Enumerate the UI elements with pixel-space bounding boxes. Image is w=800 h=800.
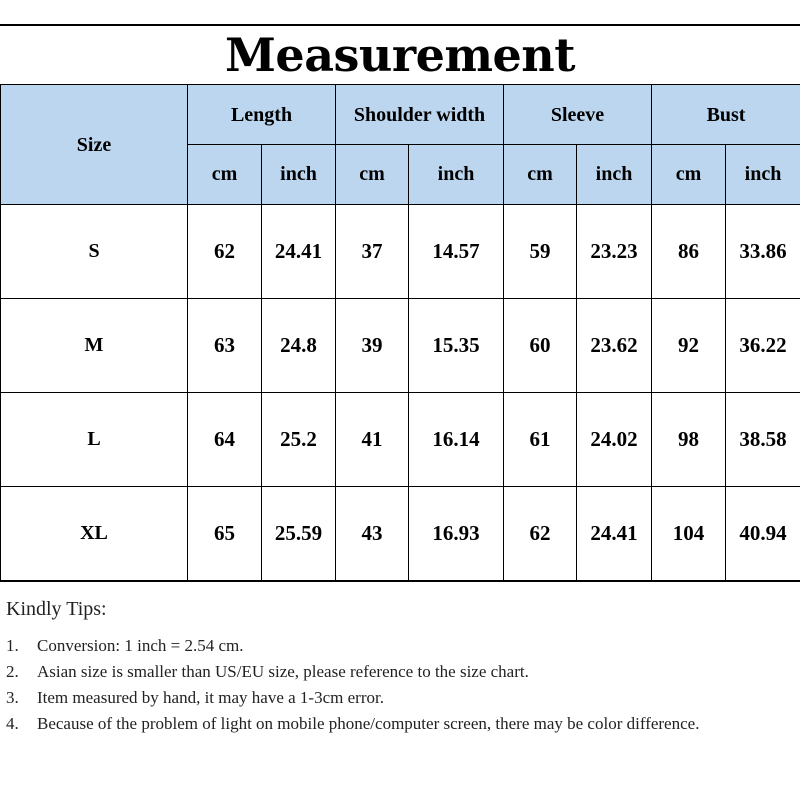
tip-number: 1. <box>6 636 19 655</box>
value-cell: 25.2 <box>262 393 336 487</box>
size-chart-table <box>0 84 800 581</box>
tip-text: Item measured by hand, it may have a 1-3cm error. <box>37 688 384 707</box>
size-header: Size <box>1 85 188 205</box>
tip-item <box>6 633 786 659</box>
value-cell: 24.41 <box>262 205 336 299</box>
unit-header-cm: cm <box>336 145 409 205</box>
value-cell: 41 <box>336 393 409 487</box>
value-cell: 62 <box>504 487 577 581</box>
value-cell: 24.41 <box>577 487 652 581</box>
unit-header-inch: inch <box>577 145 652 205</box>
value-cell: 43 <box>336 487 409 581</box>
value-cell: 33.86 <box>726 205 800 299</box>
tip-item <box>6 659 786 685</box>
kindly-tips <box>6 598 786 737</box>
table-row <box>1 205 800 299</box>
sleeve-header: Sleeve <box>504 85 652 145</box>
value-cell: 23.62 <box>577 299 652 393</box>
size-cell: M <box>1 299 188 393</box>
shoulder-width-header: Shoulder width <box>336 85 504 145</box>
tip-text: Conversion: 1 inch = 2.54 cm. <box>37 636 244 655</box>
value-cell: 61 <box>504 393 577 487</box>
tip-number: 3. <box>6 688 19 707</box>
value-cell: 98 <box>652 393 726 487</box>
size-cell: XL <box>1 487 188 581</box>
length-header: Length <box>188 85 336 145</box>
value-cell: 62 <box>188 205 262 299</box>
value-cell: 25.59 <box>262 487 336 581</box>
table-row <box>1 487 800 581</box>
value-cell: 86 <box>652 205 726 299</box>
value-cell: 60 <box>504 299 577 393</box>
value-cell: 38.58 <box>726 393 800 487</box>
tips-title: Kindly Tips: <box>6 598 107 620</box>
value-cell: 39 <box>336 299 409 393</box>
table-body <box>1 205 800 581</box>
value-cell: 24.02 <box>577 393 652 487</box>
table-row <box>1 393 800 487</box>
value-cell: 36.22 <box>726 299 800 393</box>
value-cell: 59 <box>504 205 577 299</box>
value-cell: 23.23 <box>577 205 652 299</box>
tip-text: Because of the problem of light on mobile phone/computer screen, there may be color difference. <box>37 714 700 733</box>
unit-header-cm: cm <box>188 145 262 205</box>
value-cell: 14.57 <box>409 205 504 299</box>
unit-header-cm: cm <box>504 145 577 205</box>
value-cell: 104 <box>652 487 726 581</box>
value-cell: 37 <box>336 205 409 299</box>
tip-number: 2. <box>6 662 19 681</box>
value-cell: 40.94 <box>726 487 800 581</box>
bust-header: Bust <box>652 85 800 145</box>
tip-item <box>6 685 786 711</box>
size-cell: L <box>1 393 188 487</box>
value-cell: 16.14 <box>409 393 504 487</box>
value-cell: 64 <box>188 393 262 487</box>
value-cell: 15.35 <box>409 299 504 393</box>
unit-header-inch: inch <box>262 145 336 205</box>
tip-number: 4. <box>6 714 19 733</box>
size-cell: S <box>1 205 188 299</box>
value-cell: 63 <box>188 299 262 393</box>
tips-list <box>6 633 786 737</box>
unit-header-inch: inch <box>409 145 504 205</box>
value-cell: 24.8 <box>262 299 336 393</box>
table-row <box>1 299 800 393</box>
page-title: Measurement <box>225 28 575 82</box>
value-cell: 65 <box>188 487 262 581</box>
unit-header-inch: inch <box>726 145 800 205</box>
tip-text: Asian size is smaller than US/EU size, please reference to the size chart. <box>37 662 529 681</box>
tip-item <box>6 711 786 737</box>
unit-header-cm: cm <box>652 145 726 205</box>
value-cell: 16.93 <box>409 487 504 581</box>
value-cell: 92 <box>652 299 726 393</box>
